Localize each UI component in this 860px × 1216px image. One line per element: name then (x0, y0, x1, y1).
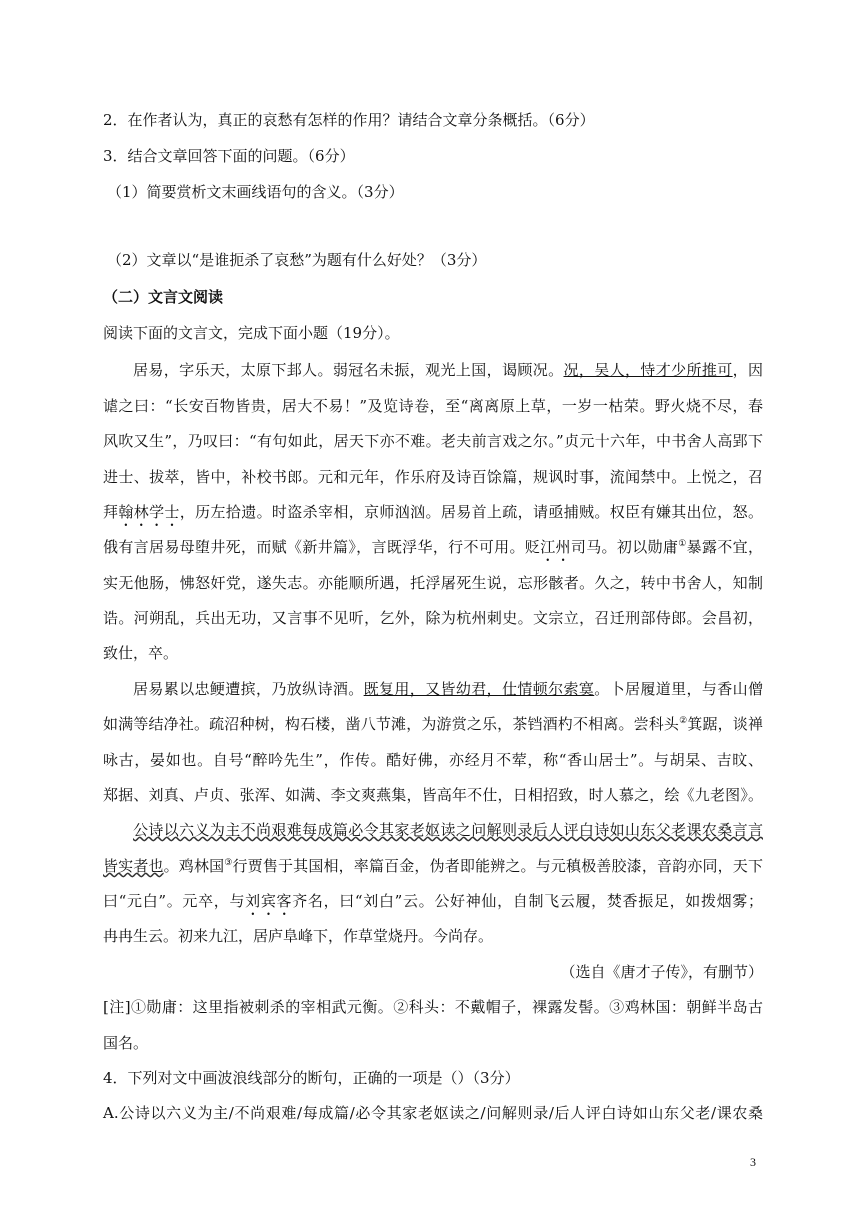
passage-line: 咏古，晏如也。自号“醉吟先生”，作传。酷好佛，亦经月不荤，称“香山居士”。与胡杲、吉旼、 (103, 751, 763, 769)
passage-line: 居易累以忠鲠遭摈，乃放纵诗酒。既复用，又皆幼君，仕情顿尔索寞。卜居履道里，与香山僧 (133, 680, 763, 698)
question-4: 4．下列对文中画波浪线部分的断句，正确的一项是（）（3分） (103, 1069, 520, 1087)
passage-line: 拜翰林学士，历左拾遗。时盗杀宰相，京师汹汹。居易首上疏，请亟捕贼。权臣有嫌其出位，怒。 (103, 503, 763, 521)
passage-line: 俄有言居易母堕井死，而赋《新井篇》，言既浮华，行不可用。贬江州司马。初以勋庸①暴露不宜， (103, 538, 763, 556)
passage-line: 诰。河朔乱，兵出无功，又言事不见听，乞外，除为杭州刺史。文宗立，召迁刑部侍郎。会昌初， (103, 609, 763, 627)
underlined-sentence: 况，吴人，恃才少所推可 (563, 361, 733, 379)
wavy-underlined-sentence: 皆实者也 (103, 857, 164, 875)
passage-line: 郑据、刘真、卢贞、张浑、如满、李文爽燕集，皆高年不仕，日相招致，时人慕之，绘《九老图》。 (103, 786, 763, 804)
passage-line: 致仕，卒。 (103, 644, 179, 662)
dotted-term: 翰林学士 (118, 503, 180, 521)
question-3: 3．结合文章回答下面的问题。（6分） (103, 147, 355, 165)
section-intro: 阅读下面的文言文，完成下面小题（19分）。 (103, 324, 400, 342)
passage-line: 皆实者也。鸡林国③行贾售于其国相，率篇百金，伪者即能辨之。与元稹极善胶漆，音韵亦同，天下 (103, 857, 763, 875)
notes-line: 国名。 (103, 1034, 149, 1052)
question-2: 2．在作者认为，真正的哀愁有怎样的作用？请结合文章分条概括。（6分） (103, 111, 595, 129)
dotted-term: 刘宾客 (245, 892, 293, 910)
wavy-underlined-sentence: 公诗以六义为主不尚艰难每成篇必令其家老妪读之问解则录后人评白诗如山东父老课农桑言言 (133, 821, 763, 839)
page-number: 3 (750, 1155, 756, 1169)
notes-line: [注]①勋庸：这里指被刺杀的宰相武元衡。②科头：不戴帽子，裸露发髻。③鸡林国：朝鲜半岛古 (103, 998, 763, 1016)
passage-line: 风吹又生”，乃叹曰：“有句如此，居天下亦不难。老夫前言戏之尔。”贞元十六年，中书舍人高郢下 (103, 432, 763, 450)
section-title: （二）文言文阅读 (103, 288, 224, 306)
underlined-sentence: 既复用，又皆幼君，仕情顿尔索寞 (363, 680, 595, 698)
passage-line: 进士、拔萃，皆中，补校书郎。元和元年，作乐府及诗百馀篇，规讽时事，流闻禁中。上悦之，召 (103, 468, 763, 486)
passage-line: 居易，字乐天，太原下邽人。弱冠名未振，观光上国，谒顾况。况，吴人，恃才少所推可，因 (133, 361, 763, 379)
question-4-option-a: A.公诗以六义为主/不尚艰难/每成篇/必令其家老妪读之/问解则录/后人评白诗如山东父老/课农桑 (103, 1104, 763, 1122)
question-3-1: （1）简要赏析文末画线语句的含义。（3分） (107, 183, 404, 201)
passage-line: 冉冉生云。初来九江，居庐阜峰下，作草堂烧丹。今尚存。 (103, 927, 494, 945)
footnote-marker: ① (678, 539, 687, 549)
footnote-marker: ② (679, 716, 688, 726)
source-citation: （选自《唐才子传》，有删节） (560, 963, 763, 981)
passage-line: 如满等结净社。疏沼种树，构石楼，凿八节滩，为游赏之乐，茶铛酒杓不相离。尝科头②箕踞，谈禅 (103, 715, 763, 733)
footnote-marker: ③ (224, 858, 233, 868)
passage-line: 实无他肠，怫怒奸党，遂失志。亦能顺所遇，托浮屠死生说，忘形骸者。久之，转中书舍人，知制 (103, 574, 763, 592)
passage-line: 谑之曰：“长安百物皆贵，居大不易！”及览诗卷，至“离离原上草，一岁一枯荣。野火烧不尽，春 (103, 397, 763, 415)
dotted-term: 江州 (540, 538, 571, 556)
passage-line: 曰“元白”。元卒，与刘宾客齐名，曰“刘白”云。公好神仙，自制飞云履，焚香振足，如拨烟雾； (103, 892, 763, 910)
question-3-2: （2）文章以“是谁扼杀了哀愁”为题有什么好处？（3分） (107, 251, 487, 269)
